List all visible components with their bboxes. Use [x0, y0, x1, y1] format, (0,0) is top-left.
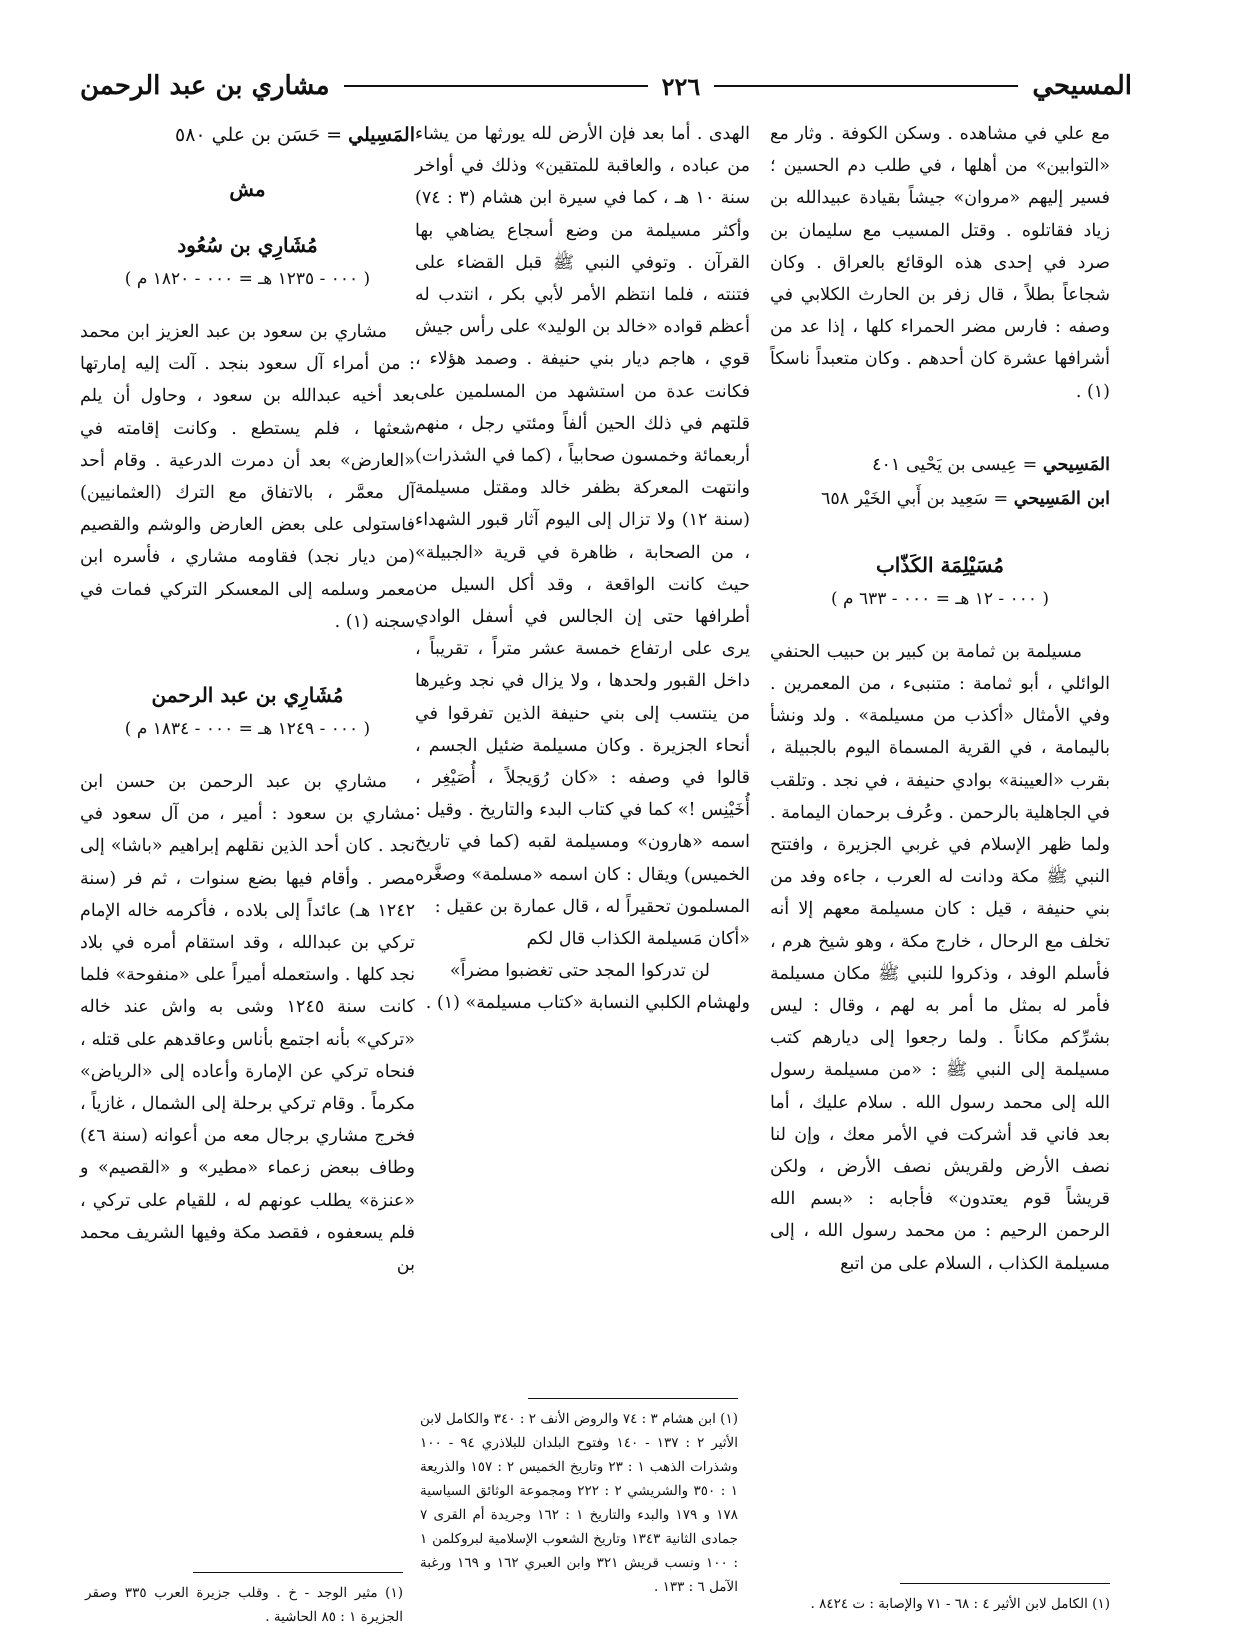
cross-reference	[770, 448, 1110, 482]
ref-target: = سَعِيد بن أَبي الخَيْر ٦٥٨	[820, 488, 1009, 509]
paragraph: مع علي في مشاهده . وسكن الكوفة . وثار مع «التوابين» من أهلها ، في طلب دم الحسين ؛ فسير إليهم «مروان» جيشاً بقيادة عبيدالله بن زياد فقاتلوه . وقتل المسيب مع سليمان بن صرد في إحدى هذه الوقائع بالعراق . وكان شجاعاً بطلاً ، قال زفر بن الحارث الكلابي في وصفه : فارس مضر الحمراء كلها ، إذا عد من أشرافها عشرة كان أحدهم . وكان متعبداً ناسكاً (١) .	[770, 124, 1110, 402]
page-header	[80, 66, 1132, 106]
page-number: ٢٢٦	[661, 71, 701, 101]
paragraph: ولهشام الكلبي النسابة «كتاب مسيلمة» (١) .	[425, 993, 750, 1014]
footnote-text: (١) ابن هشام ٣ : ٧٤ والروض الأنف ٢ : ٣٤٠ والكامل لابن الأثير ٢ : ١٣٧ - ١٤٠ وفتوح البلدان للبلاذري ٩٤ - ١٠٠ وشذرات الذهب ١ : ٢٣ وتاريخ الخميس ٢ : ١٥٧ والذريعة ١ : ٣٥٠ والشريشي ٢ : ٢٢٢ ومجموعة الوثائق السياسية ١٧٨ و ١٧٩ والبدء والتاريخ ١ : ١٦٢ وجريدة أم القرى ٧ جمادى الثانية ١٣٤٣ وتاريخ الشعوب الإسلامية لبروكلمن ١ : ١٠٠ ونسب قريش ٣٢١ وابن العبري ١٦٢ و ١٦٩ ورغبة الآمل ٦ : ١٣٣ .	[420, 1411, 739, 1595]
column-left	[80, 118, 415, 1281]
poem-line: لن تدركوا المجد حتى تغضبوا مضراً»	[449, 961, 710, 982]
entry-dates: ( ٠٠٠ - ١٢٤٩ هـ = ٠٠٠ - ١٨٣٤ م )	[124, 719, 371, 740]
paragraph: مسيلمة بن ثمامة بن كبير بن حبيب الحنفي الوائلي ، أبو ثمامة : متنبىء ، من المعمرين . وفي الأمثال «أكذب من مسيلمة» . ولد ونشأ باليمامة ، في القرية المسماة اليوم بالجبيلة ، بقرب «العيينة» بوادي حنيفة ، في نجد . وتلقب في الجاهلية بالرحمن . وعُرف برحمان اليمامة . ولما ظهر الإسلام في غربي الجزيرة ، وافتتح النبي ﷺ مكة ودانت له العرب ، جاءه وفد من بني حنيفة ، قيل : كان مسيلمة معهم إلا أنه تخلف مع الرحال ، خارج مكة ، وهو شيخ هرم ، فأسلم الوفد ، وذكروا للنبي ﷺ مكان مسيلمة فأمر له بمثل ما أمر به لهم ، وقال : ليس بشرِّكم مكاناً . ولما رجعوا إلى ديارهم كتب مسيلمة إلى النبي ﷺ : «من مسيلمة رسول الله إلى محمد رسول الله . سلام عليك ، أما بعد فاني قد أشركت في الأمر معك ، وإن لنا نصف الأرض ولقريش نصف الأرض ، ولكن قريشاً قوم يعتدون» فأجابه : «بسم الله الرحمن الرحيم : من محمد رسول الله ، إلى مسيلمة الكذاب ، السلام على من اتبع	[770, 641, 1110, 1274]
header-rule	[714, 85, 1018, 87]
paragraph: مشاري بن سعود بن عبد العزيز ابن محمد : من أمراء آل سعود بنجد . آلت إليه إمارتها بعد أخيه عبدالله بن سعود ، وحاول أن يلم شعثها ، فلم يستطع . وكانت إقامته في «العارض» بعد أن دمرت الدرعية . وقام أحد آل معمَّر ، بالاتفاق مع الترك (العثمانيين) فاستولى على بعض العارض والوشم والقصيم (من ديار نجد) فقاومه مشاري ، فأسره ابن معمر وسلمه إلى المعسكر التركي فمات في سجنه (١) .	[80, 322, 415, 632]
footnote-rule	[900, 1583, 1110, 1584]
entry-heading: مُشَارِي بن عبد الرحمن	[151, 683, 344, 708]
footnote-text: (١) مثير الوجد - خ . وقلب جزيرة العرب ٣٣٥ وصقر الجزيرة ١ : ٨٥ الحاشية .	[85, 1585, 403, 1625]
entry-heading: مُسَيْلِمَة الكَذّاب	[875, 552, 1005, 577]
ref-name: المَسِيلي	[348, 124, 415, 146]
footnote-rule	[193, 1572, 403, 1573]
ref-target: = عِيسى بن يَحْيى ٤٠١	[872, 454, 1038, 475]
ref-name: المَسِيحي	[1042, 454, 1110, 475]
cross-reference	[770, 482, 1110, 516]
footnote-middle	[420, 1398, 738, 1599]
ref-name: ابن المَسِيحي	[1013, 488, 1110, 509]
ref-target: = حَسَن بن علي ٥٨٠	[175, 124, 343, 146]
footnote-right	[770, 1583, 1110, 1616]
header-rule	[344, 85, 648, 87]
section-heading: مش	[229, 177, 266, 201]
column-middle	[415, 118, 750, 1019]
footnote-text: (١) الكامل لابن الأثير ٤ : ٦٨ - ٧١ والإصابة : ت ٨٤٢٤ .	[810, 1596, 1110, 1612]
poem-line: «أكان مَسيلمة الكذاب قال لكم	[526, 929, 750, 950]
header-entry-right: المسيحي	[1032, 71, 1132, 101]
header-entry-left: مشاري بن عبد الرحمن	[80, 71, 330, 101]
paragraph: مشاري بن عبد الرحمن بن حسن ابن مشاري بن سعود : أمير ، من آل سعود في نجد . كان أحد الذين نقلهم إبراهيم «باشا» إلى مصر . وأقام فيها بضع سنوات ، ثم فر (سنة ١٢٤٢ هـ) عائداً إلى بلاده ، فأكرمه خاله الإمام تركي بن عبدالله ، وقد استقام أمره في بلاد نجد كلها . واستعمله أميراً على «منفوحة» فلما كانت سنة ١٢٤٥ وشى به واش عند خاله «تركي» بأنه اجتمع بأناس وعاقدهم على قتله ، فنحاه تركي عن الإمارة وأعاده إلى «الرياض» مكرماً . وقام تركي برحلة إلى الشمال ، غازياً ، فخرج مشاري برجال معه من أعوانه (سنة ٤٦) وطاف ببعض زعماء «مطير» و «القصيم» و «عنزة» يطلب عونهم له ، للقيام على تركي ، فلم يسعفوه ، فقصد مكة وفيها الشريف محمد بن	[80, 772, 416, 1276]
entry-heading: مُشَارِي بن سُعُود	[177, 233, 318, 257]
paragraph: الهدى . أما بعد فإن الأرض لله يورثها من يشاء من عباده ، والعاقبة للمتقين» وذلك في أواخر سنة ١٠ هـ ، كما في سيرة ابن هشام (٣ : ٧٤) وأكثر مسيلمة من وضع أسجاع يضاهي بها القرآن . وتوفي النبي ﷺ قبل القضاء على فتنته ، فلما انتظم الأمر لأبي بكر ، انتدب له أعظم قواده «خالد بن الوليد» على رأس جيش قوي ، هاجم ديار بني حنيفة . وصمد هؤلاء ، فكانت عدة من استشهد من المسلمين على قلتهم في ذلك الحين ألفاً ومئتي رجل ، منهم أربعمائة وخمسون صحابياً ، (كما في الشذرات) وانتهت المعركة بظفر خالد ومقتل مسيلمة (سنة ١٢) ولا تزال إلى اليوم آثار قبور الشهداء ، من الصحابة ، ظاهرة في قرية «الجبيلة» حيث كانت الواقعة ، وقد أكل السيل من أطرافها حتى إن الجالس في أسفل الوادي يرى على ارتفاع خمسة عشر متراً ، تقريباً ، داخل القبور ولحدها ، ولا يزال في نجد وغيرها من ينتسب إلى بني حنيفة الذين تفرقوا في أنحاء الجزيرة . وكان مسيلمة ضئيل الجسم ، قالوا في وصفه : «كان رُوَيجلاً ، أُصَيْغِر ، أُخَيْنِس !» كما في كتاب البدء والتاريخ . وقيل : اسمه «هارون» ومسيلمة لقبه (كما في تاريخ الخميس) ويقال : كان اسمه «مسلمة» وصغَّره المسلمون تحقيراً له ، قال عمارة بن عقيل :	[415, 124, 751, 917]
column-right	[770, 118, 1110, 1280]
cross-reference	[80, 118, 415, 152]
footnote-left	[85, 1572, 403, 1629]
footnote-rule	[528, 1398, 738, 1399]
entry-dates: ( ٠٠٠ - ١٢٣٥ هـ = ٠٠٠ - ١٨٢٠ م )	[124, 269, 371, 289]
entry-dates: ( ٠٠٠ - ١٢ هـ = ٠٠٠ - ٦٣٣ م )	[830, 588, 1050, 609]
